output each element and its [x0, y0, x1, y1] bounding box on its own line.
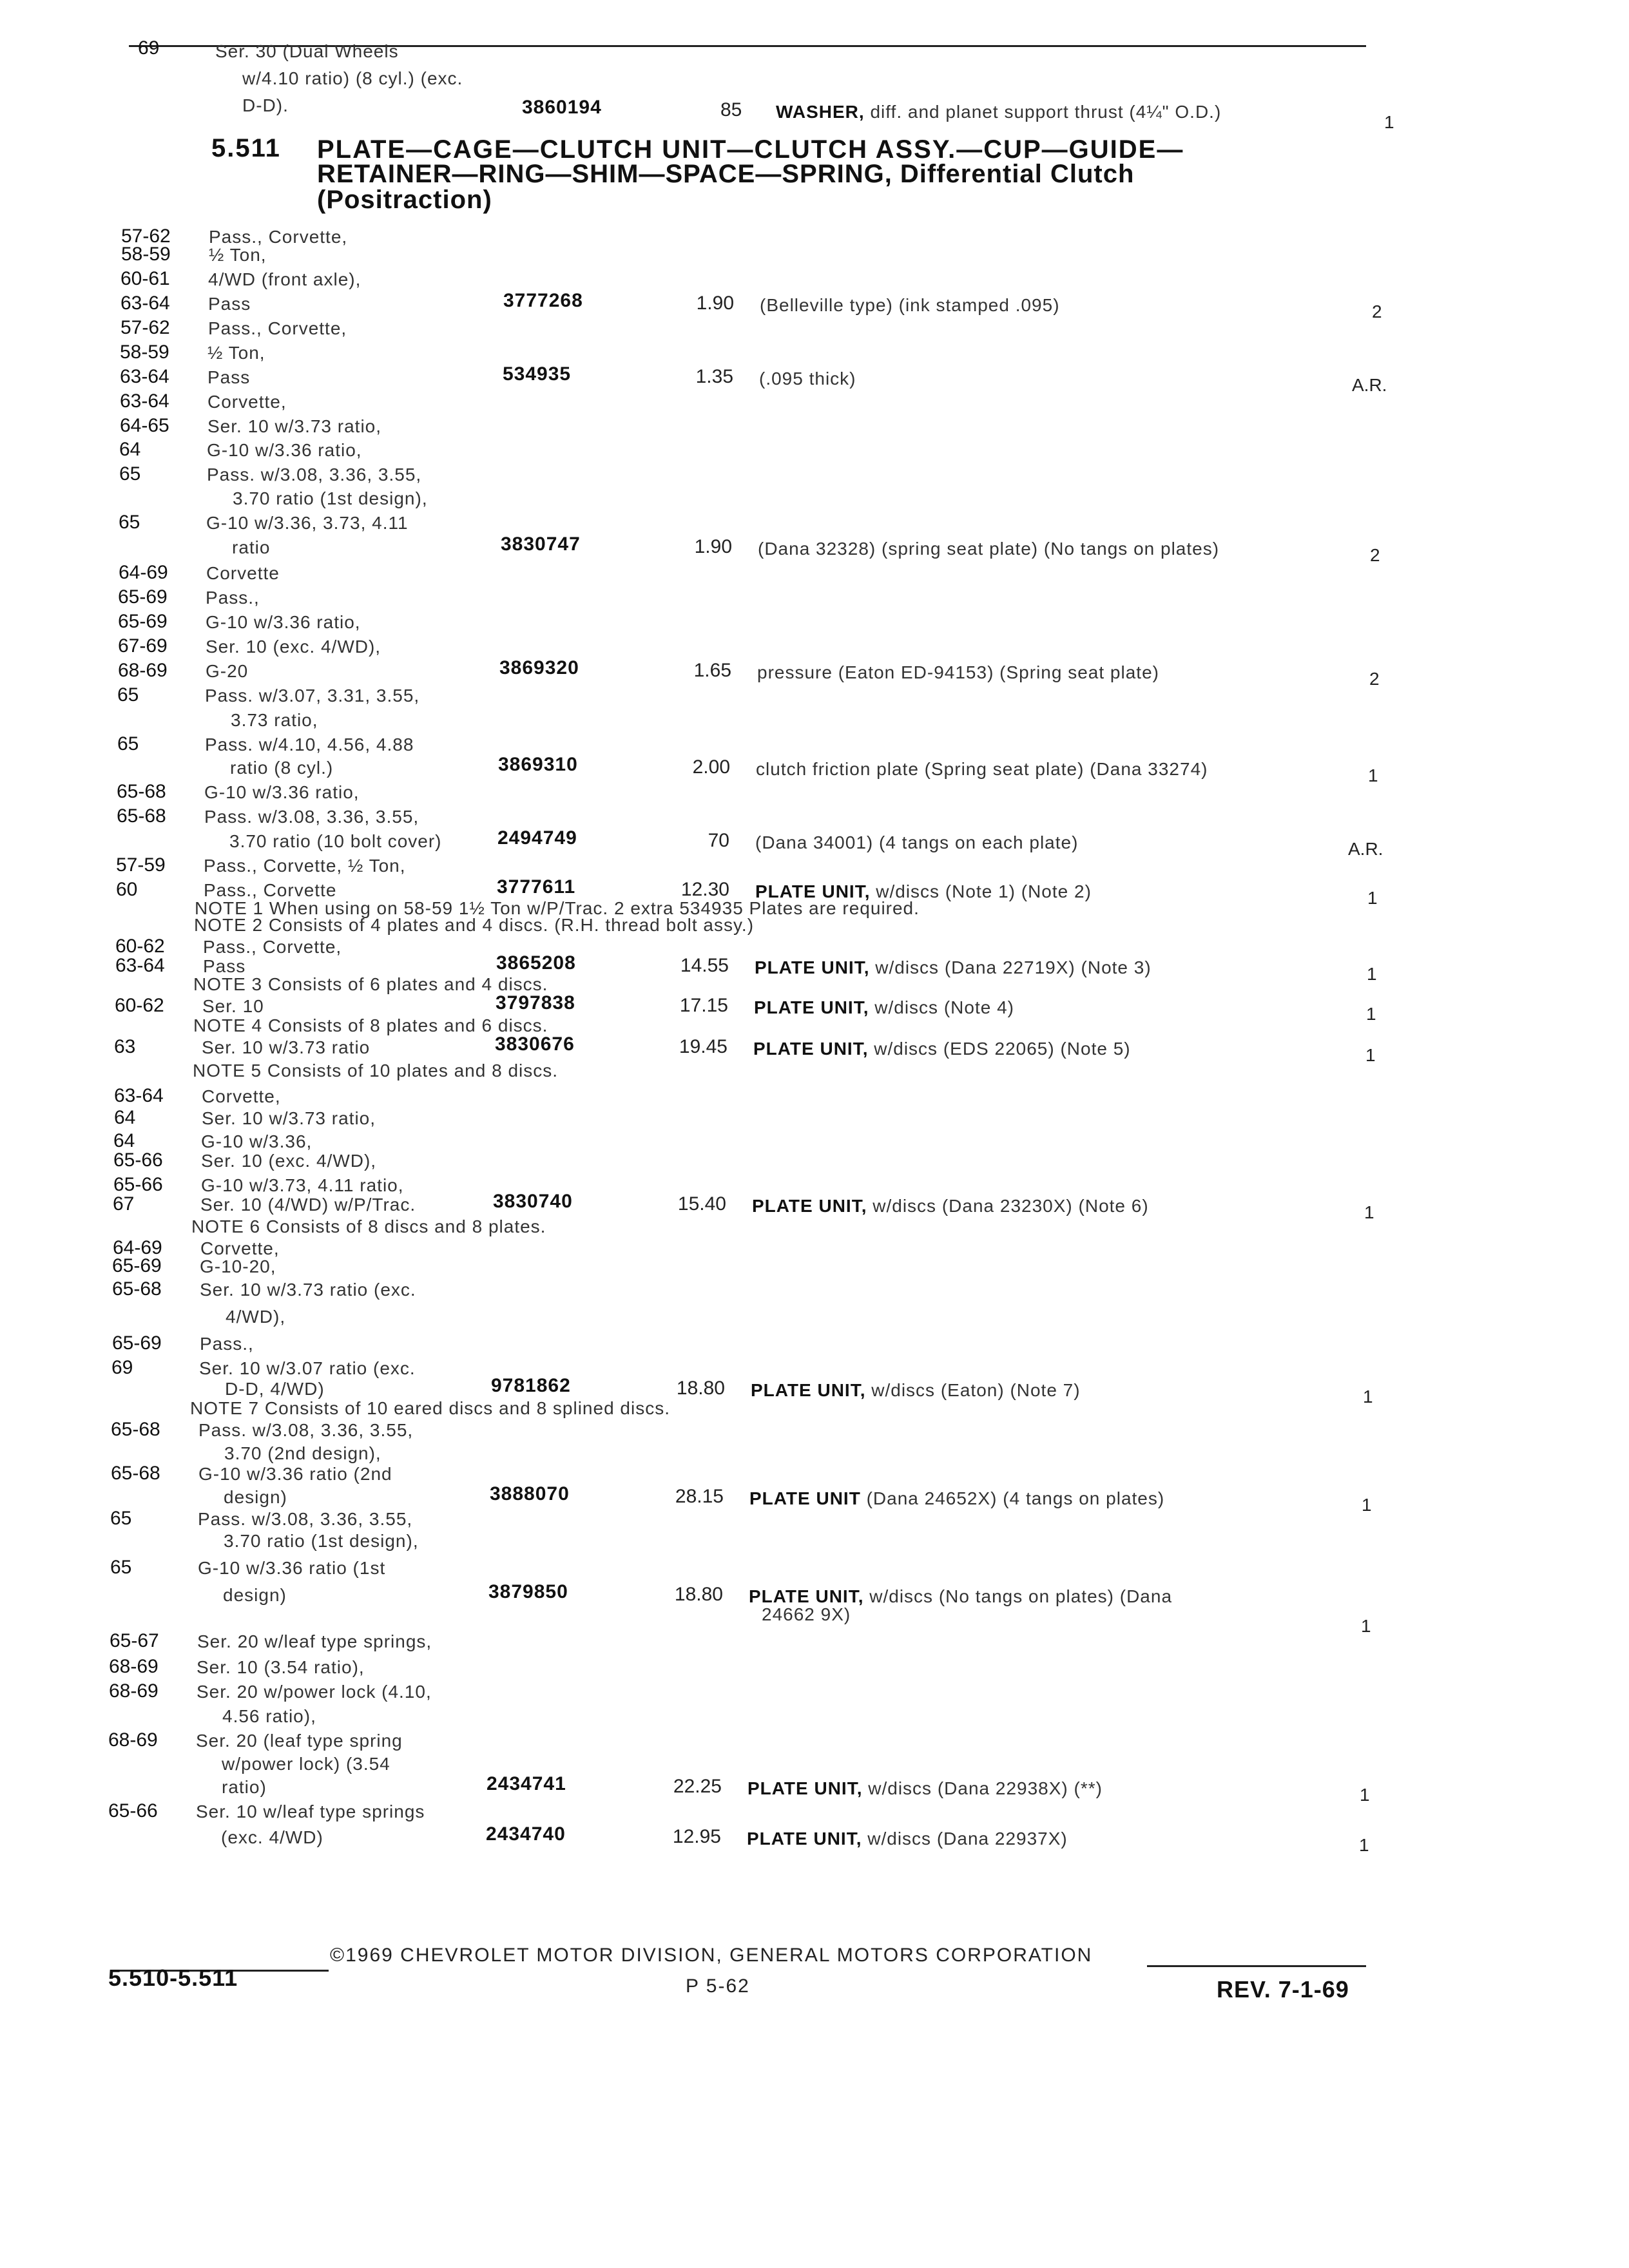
row-year: 57-59	[116, 854, 166, 876]
top-entry-desc-bold: WASHER,	[776, 102, 865, 122]
row-year: 64-65	[120, 415, 169, 436]
row-description-bold: PLATE UNIT,	[747, 1829, 862, 1849]
row-application: Ser. 10 (4/WD) w/P/Trac.	[200, 1195, 416, 1215]
row-application: (exc. 4/WD)	[221, 1827, 323, 1847]
row-part-number: 3777611	[497, 876, 576, 898]
row-year: 65	[117, 733, 139, 754]
row-application: Ser. 10 w/3.73 ratio,	[207, 416, 382, 436]
row-application: w/power lock) (3.54	[222, 1754, 390, 1774]
row-application: ratio)	[222, 1777, 267, 1797]
row-quantity: 1	[1365, 1045, 1376, 1065]
row-description-text: w/discs (Note 1) (Note 2)	[876, 881, 1092, 901]
row-part-number: 9781862	[491, 1375, 571, 1396]
row-description-text: (Dana 24652X) (4 tangs on plates)	[866, 1488, 1165, 1508]
row-price: 1.90	[696, 293, 734, 314]
row-price: 2.00	[692, 756, 730, 778]
row-year: 64-69	[119, 562, 168, 583]
row-year: 60-62	[115, 995, 164, 1016]
row-description-text: (Belleville type) (ink stamped .095)	[760, 295, 1060, 315]
row-description	[747, 1780, 1103, 1798]
row-part-number: 3830676	[495, 1033, 575, 1055]
row-description	[755, 834, 1078, 852]
row-part-number: 2494749	[497, 827, 577, 849]
row-application: Pass. w/3.07, 3.31, 3.55,	[205, 686, 420, 706]
row-application: Pass. w/3.08, 3.36, 3.55,	[204, 807, 419, 827]
row-part-number: 3797838	[496, 992, 575, 1014]
row-year: 65-68	[117, 805, 166, 827]
row-part-number: 3879850	[488, 1581, 568, 1602]
row-year: 65	[110, 1557, 132, 1578]
row-description-bold: PLATE UNIT,	[749, 1586, 864, 1606]
row-application: Pass.,	[200, 1334, 254, 1354]
row-application: G-10 w/3.73, 4.11 ratio,	[201, 1175, 404, 1195]
footer-page-number: P 5-62	[686, 1975, 750, 1997]
row-year: 65-66	[113, 1174, 163, 1195]
row-application: G-10-20,	[200, 1256, 276, 1276]
row-application: G-10 w/3.36, 3.73, 4.11	[206, 513, 409, 533]
row-year: 69	[111, 1357, 133, 1378]
row-year: 63-64	[114, 1085, 164, 1106]
row-year: 67-69	[118, 635, 168, 657]
row-note: NOTE 7 Consists of 10 eared discs and 8 splined discs.	[190, 1398, 671, 1418]
row-description-text: (Dana 32328) (spring seat plate) (No tangs on plates)	[758, 539, 1220, 559]
row-application: Corvette,	[200, 1238, 280, 1258]
row-year: 68-69	[109, 1680, 159, 1702]
row-quantity: 1	[1360, 1785, 1370, 1805]
row-quantity: 1	[1362, 1495, 1372, 1515]
row-description-text: w/discs (No tangs on plates) (Dana	[869, 1586, 1173, 1606]
row-application: Pass	[203, 956, 246, 976]
row-note: NOTE 6 Consists of 8 discs and 8 plates.	[191, 1216, 546, 1236]
row-application: D-D, 4/WD)	[225, 1379, 325, 1399]
row-application: Pass., Corvette, ½ Ton,	[204, 856, 406, 876]
row-year: 68-69	[108, 1729, 158, 1751]
row-description	[758, 540, 1219, 558]
row-price: 12.30	[680, 879, 729, 900]
section-title-line: RETAINER—RING—SHIM—SPACE—SPRING, Differential Clutch	[317, 160, 1135, 188]
row-application: Pass., Corvette,	[203, 937, 342, 957]
row-price: 19.45	[679, 1036, 728, 1057]
row-application: 3.70 ratio (1st design),	[233, 488, 428, 508]
row-application: Pass. w/3.08, 3.36, 3.55,	[198, 1420, 414, 1440]
row-note: NOTE 1 When using on 58-59 1½ Ton w/P/Trac. 2 extra 534935 Plates are required.	[195, 898, 920, 918]
row-year: 65	[117, 684, 139, 706]
row-application: Ser. 10 (exc. 4/WD),	[206, 637, 381, 657]
row-application: Pass., Corvette,	[209, 227, 348, 247]
row-application: design)	[224, 1487, 287, 1507]
row-year: 58-59	[120, 341, 169, 363]
row-year: 64	[114, 1107, 136, 1128]
footer-revision: REV. 7-1-69	[1217, 1976, 1349, 2003]
row-description	[747, 1830, 1068, 1848]
row-part-number: 2434741	[487, 1773, 566, 1794]
row-application: Pass. w/3.08, 3.36, 3.55,	[207, 465, 422, 485]
row-application: Ser. 20 (leaf type spring	[196, 1731, 403, 1751]
row-part-number: 3777268	[503, 290, 583, 311]
row-year: 65	[119, 512, 140, 533]
row-application: Corvette,	[202, 1086, 281, 1106]
top-entry-app-line: w/4.10 ratio) (8 cyl.) (exc.	[242, 68, 463, 88]
top-entry-app-line: D-D).	[242, 95, 289, 115]
row-quantity: 1	[1359, 1835, 1369, 1855]
row-application: Pass., Corvette,	[208, 318, 347, 338]
row-application: ½ Ton,	[207, 343, 265, 363]
row-part-number: 3865208	[496, 952, 576, 974]
row-application: Pass., Corvette	[204, 880, 337, 900]
row-year: 65-68	[112, 1278, 162, 1300]
row-note: NOTE 2 Consists of 4 plates and 4 discs. (R.H. thread bolt assy.)	[194, 915, 755, 935]
row-application: G-10 w/3.36 ratio,	[204, 782, 360, 802]
row-description	[752, 1197, 1149, 1215]
top-entry-year: 69	[138, 37, 160, 59]
row-application: Ser. 10 w/3.73 ratio,	[202, 1108, 376, 1128]
row-price: 1.65	[693, 660, 731, 681]
row-year: 64	[113, 1130, 135, 1151]
row-quantity: A.R.	[1348, 839, 1383, 859]
footer-section-range: 5.510-5.511	[108, 1965, 238, 1991]
row-application: 4/WD),	[226, 1307, 286, 1327]
row-description-text: w/discs (Note 4)	[874, 997, 1014, 1017]
row-description-bold: PLATE UNIT,	[747, 1778, 863, 1798]
row-application: Ser. 20 w/power lock (4.10,	[197, 1682, 432, 1702]
row-year: 65	[110, 1508, 132, 1529]
row-price: 1.90	[694, 536, 732, 557]
row-description-text: w/discs (Eaton) (Note 7)	[871, 1380, 1081, 1400]
row-year: 68-69	[118, 660, 168, 681]
row-quantity: 2	[1372, 302, 1382, 322]
row-year: 57-62	[121, 226, 171, 247]
row-year: 63-64	[120, 390, 169, 412]
row-application: G-10 w/3.36 ratio,	[206, 612, 361, 632]
row-description	[760, 296, 1060, 314]
row-part-number: 3869320	[499, 657, 579, 678]
row-quantity: 1	[1363, 1387, 1373, 1407]
row-year: 68-69	[109, 1656, 159, 1677]
row-year: 65-67	[110, 1630, 159, 1651]
row-application: Pass. w/3.08, 3.36, 3.55,	[198, 1509, 413, 1529]
row-quantity: 1	[1367, 964, 1377, 984]
row-part-number: 2434740	[486, 1823, 566, 1845]
row-application: design)	[223, 1585, 287, 1605]
row-part-number: 3830747	[501, 533, 581, 555]
row-application: G-10 w/3.36 ratio (2nd	[198, 1464, 392, 1484]
row-note: NOTE 5 Consists of 10 plates and 8 discs.	[193, 1061, 559, 1081]
row-year: 60-62	[115, 936, 165, 957]
row-year: 57-62	[120, 317, 170, 338]
row-description-bold: PLATE UNIT,	[754, 997, 869, 1017]
row-year: 60	[116, 879, 138, 900]
row-price: 14.55	[680, 955, 729, 976]
row-year: 65-66	[108, 1800, 158, 1821]
row-description-text: w/discs (Dana 23230X) (Note 6)	[872, 1196, 1149, 1216]
row-application: 3.70 ratio (10 bolt cover)	[229, 831, 442, 851]
row-price: 17.15	[679, 995, 728, 1016]
row-application: Ser. 10 w/3.73 ratio	[202, 1037, 371, 1057]
row-description-text: (.095 thick)	[759, 369, 856, 389]
row-description-bold: PLATE UNIT	[749, 1488, 861, 1508]
row-quantity: 1	[1364, 1202, 1374, 1222]
row-quantity: 1	[1361, 1616, 1371, 1636]
row-year: 65-68	[111, 1419, 160, 1440]
row-year: 65	[119, 463, 141, 485]
row-year: 65-69	[118, 611, 168, 632]
row-application: Ser. 10 w/leaf type springs	[196, 1802, 425, 1821]
row-description-text: pressure (Eaton ED-94153) (Spring seat plate)	[757, 662, 1159, 682]
row-application: G-10 w/3.36,	[201, 1131, 313, 1151]
row-year: 63-64	[115, 955, 165, 976]
row-year: 64	[119, 439, 141, 460]
row-application: Pass. w/4.10, 4.56, 4.88	[205, 735, 414, 754]
footer-copyright: ©1969 CHEVROLET MOTOR DIVISION, GENERAL MOTORS CORPORATION	[330, 1945, 1093, 1966]
row-description	[756, 760, 1208, 778]
row-description	[755, 959, 1152, 977]
top-entry-quantity: 1	[1384, 112, 1394, 132]
section-number: 5.511	[211, 134, 281, 162]
row-description-continued: 24662 9X)	[762, 1604, 851, 1624]
row-part-number: 3830740	[493, 1191, 573, 1212]
row-description-text: w/discs (EDS 22065) (Note 5)	[874, 1039, 1131, 1059]
row-application: Corvette	[206, 563, 280, 583]
row-year: 58-59	[121, 244, 171, 265]
row-application: Ser. 10 (exc. 4/WD),	[201, 1151, 377, 1171]
top-entry-description	[776, 103, 1221, 121]
row-year: 63	[114, 1036, 136, 1057]
row-year: 64-69	[113, 1237, 162, 1258]
row-application: Ser. 20 w/leaf type springs,	[197, 1631, 432, 1651]
row-quantity: 2	[1370, 545, 1380, 565]
row-application: Pass.,	[206, 588, 260, 608]
row-year: 63-64	[120, 366, 169, 387]
row-description	[753, 1040, 1131, 1058]
row-description-text: w/discs (Dana 22719X) (Note 3)	[875, 957, 1152, 977]
row-year: 60-61	[120, 268, 170, 289]
row-description	[759, 370, 856, 388]
footer-rule-right	[1147, 1965, 1366, 1967]
row-quantity: 1	[1367, 888, 1378, 908]
row-year: 63-64	[120, 293, 170, 314]
row-quantity: A.R.	[1352, 375, 1387, 395]
row-application: Ser. 10 w/3.73 ratio (exc.	[200, 1280, 416, 1300]
row-year: 65-69	[112, 1332, 162, 1354]
row-description	[749, 1490, 1164, 1508]
row-price: 15.40	[677, 1193, 726, 1215]
top-entry-app-line: Ser. 30 (Dual Wheels	[215, 41, 399, 61]
row-description-bold: PLATE UNIT,	[752, 1196, 867, 1216]
top-entry-desc-text: diff. and planet support thrust (4¼" O.D.)	[870, 102, 1222, 122]
row-year: 65-66	[113, 1149, 163, 1171]
row-year: 65-69	[112, 1255, 162, 1276]
top-entry-price: 85	[720, 99, 742, 120]
row-note: NOTE 3 Consists of 6 plates and 4 discs.	[193, 974, 548, 994]
row-description-text: clutch friction plate (Spring seat plate) (Dana 33274)	[756, 759, 1208, 779]
row-application: ratio (8 cyl.)	[230, 758, 334, 778]
row-description-bold: PLATE UNIT,	[751, 1380, 866, 1400]
row-year: 65-69	[118, 586, 168, 608]
section-title-line: (Positraction)	[317, 186, 492, 214]
row-part-number: 3869310	[498, 754, 578, 775]
row-description-bold: PLATE UNIT,	[755, 881, 871, 901]
row-year: 67	[113, 1193, 135, 1215]
row-price: 70	[708, 830, 729, 851]
row-description	[757, 664, 1159, 682]
section-title-line: PLATE—CAGE—CLUTCH UNIT—CLUTCH ASSY.—CUP—GUIDE—	[317, 135, 1184, 164]
row-year: 65-68	[111, 1463, 160, 1484]
row-description	[754, 999, 1014, 1017]
row-application: 4/WD (front axle),	[208, 269, 361, 289]
row-application: Pass	[208, 294, 251, 314]
row-description-text: w/discs (Dana 22937X)	[867, 1829, 1068, 1849]
row-application: 3.70 ratio (1st design),	[224, 1531, 419, 1551]
row-application: Pass	[207, 367, 251, 387]
row-quantity: 1	[1368, 765, 1378, 785]
row-part-number: 3888070	[490, 1483, 570, 1504]
row-application: ratio	[232, 537, 271, 557]
row-year: 65-68	[117, 781, 166, 802]
row-application: G-20	[206, 661, 249, 681]
row-description-text: (Dana 34001) (4 tangs on each plate)	[755, 832, 1079, 852]
row-description-text: w/discs (Dana 22938X) (**)	[868, 1778, 1103, 1798]
row-application: Ser. 10	[202, 996, 264, 1016]
row-price: 28.15	[675, 1486, 724, 1507]
row-note: NOTE 4 Consists of 8 plates and 6 discs.	[193, 1015, 548, 1035]
row-description-bold: PLATE UNIT,	[753, 1039, 869, 1059]
row-price: 22.25	[673, 1776, 722, 1797]
row-price: 12.95	[672, 1826, 721, 1847]
row-application: Ser. 10 (3.54 ratio),	[197, 1657, 365, 1677]
row-application: G-10 w/3.36 ratio (1st	[198, 1558, 386, 1578]
row-description	[751, 1381, 1081, 1399]
row-description	[749, 1588, 1172, 1606]
row-quantity: 1	[1366, 1004, 1376, 1024]
row-application: 4.56 ratio),	[222, 1706, 316, 1726]
row-quantity: 2	[1369, 669, 1380, 689]
row-description-bold: PLATE UNIT,	[755, 957, 870, 977]
row-price: 1.35	[695, 366, 733, 387]
row-application: G-10 w/3.36 ratio,	[207, 440, 362, 460]
row-application: ½ Ton,	[209, 245, 267, 265]
row-price: 18.80	[674, 1584, 723, 1605]
row-price: 18.80	[676, 1378, 725, 1399]
row-application: 3.70 (2nd design),	[224, 1443, 381, 1463]
row-part-number: 534935	[503, 363, 572, 385]
row-application: 3.73 ratio,	[231, 710, 318, 730]
top-entry-part-number: 3860194	[522, 97, 602, 118]
row-application: Ser. 10 w/3.07 ratio (exc.	[199, 1358, 416, 1378]
row-application: Corvette,	[207, 392, 287, 412]
